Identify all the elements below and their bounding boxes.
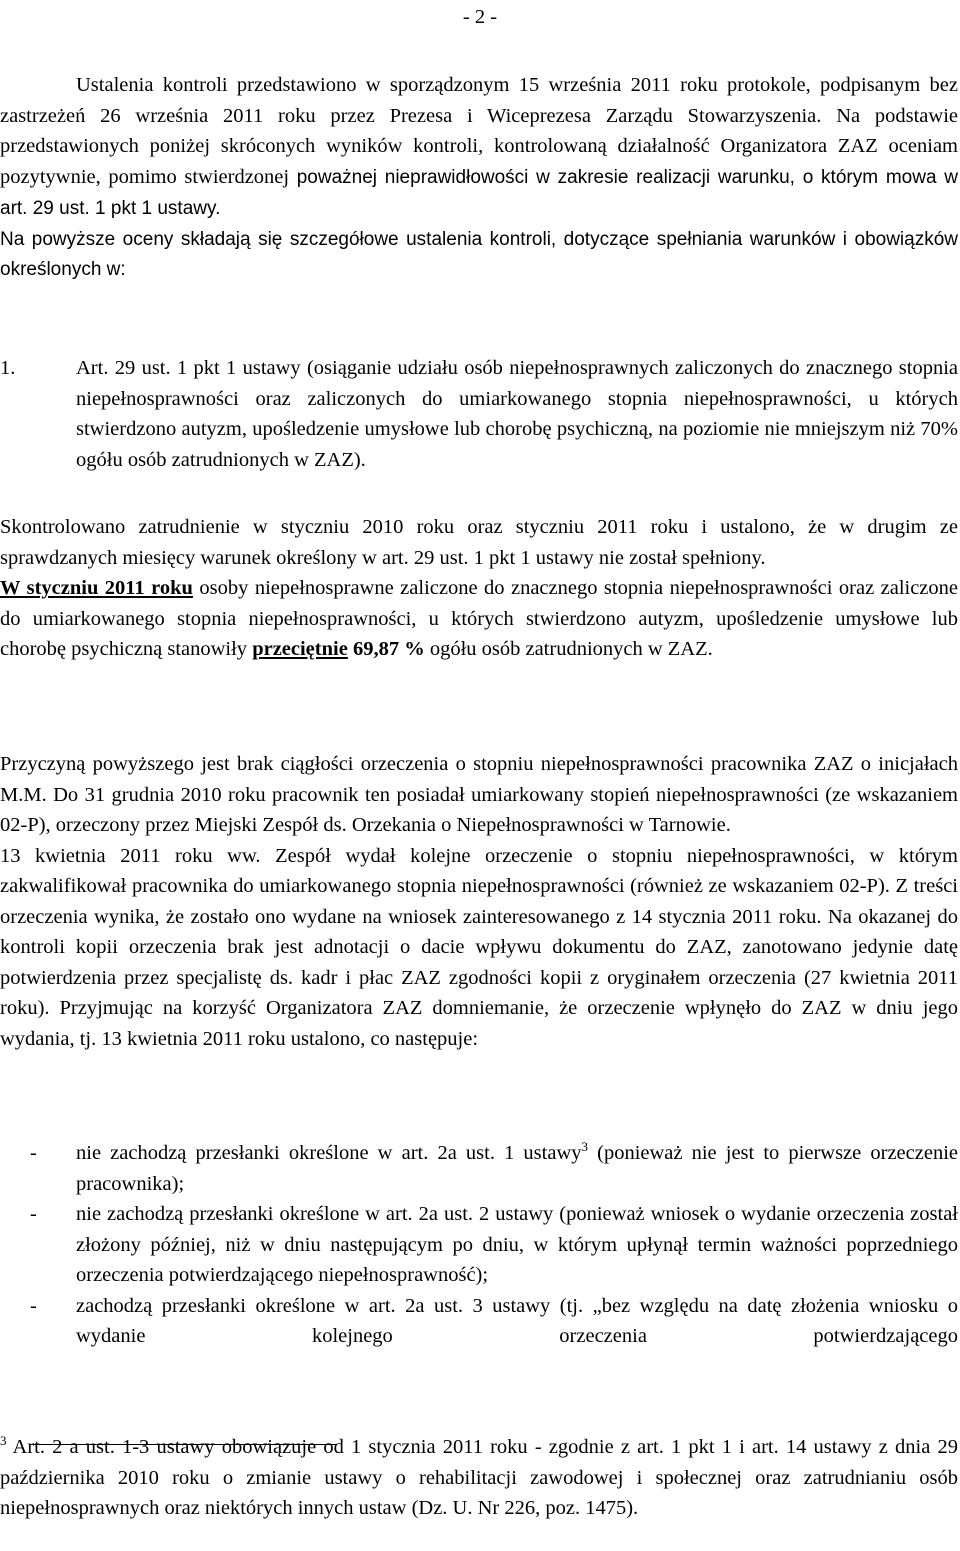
intro-paragraph: [0, 70, 958, 225]
paragraph-kwiecien: 13 kwietnia 2011 roku ww. Zespół wydał kolejne orzeczenie o stopniu niepełnosprawności, w którym zakwalifikował pracownika do umiarkowanego stopnia niepełnosprawności (również ze wskazaniem 02-P). Z treści orzeczenia wynika, że zostało ono wydane na wniosek zainteresowanego z 14 stycznia 2011 roku. Na okazanej do kontroli kopii orzeczenia brak jest adnotacji o dacie wpływu dokumentu do ZAZ, zanotowano jedynie datę potwierdzenia przez specjalistę ds. kadr i płac ZAZ zgodności kopii z oryginałem orzeczenia (27 kwietnia 2011 roku). Przyjmując na korzyść Organizatora ZAZ domniemanie, że orzeczenie wpłynęło do ZAZ w dniu jego wydania, tj. 13 kwietnia 2011 roku ustalono, co następuje:: [0, 844, 958, 1050]
intro-section: [0, 70, 958, 286]
page-number: - 2 -: [462, 6, 498, 28]
styczen-heading: W styczniu 2011 roku: [0, 577, 193, 599]
dash-list: [0, 1138, 958, 1352]
body-section: [0, 512, 958, 665]
styczen-text-end: ogółu osób zatrudnionych w ZAZ.: [424, 638, 713, 660]
dash-text: zachodzą przesłanki określone w art. 2a ust. 3 ustawy (tj. „bez względu na datę złożenia wniosku o wydanie kolejnego orzeczenia potwierdzającego: [76, 1294, 958, 1347]
dash-text: [76, 1138, 958, 1199]
dash-bullet: -: [30, 1203, 37, 1225]
przecietnie-label: przeciętnie: [252, 638, 348, 660]
footnote-ref: 3: [581, 1139, 589, 1155]
item-text: Art. 29 ust. 1 pkt 1 ustawy (osiąganie udziału osób niepełnosprawnych zaliczonych do znacznego stopnia niepełnosprawności oraz zaliczonych do umiarkowanego stopnia niepełnosprawności, u których stwierdzono autyzm, upośledzenie umysłowe lub chorobę psychiczną, na poziomie nie mniejszym niż 70% ogółu osób zatrudnionych w ZAZ).: [76, 357, 958, 471]
intro-paragraph-2: Na powyższe oceny składają się szczegółowe ustalenia kontroli, dotyczące spełniania warunków i obowiązków określonych w:: [0, 228, 958, 280]
numbered-item-1: [0, 353, 958, 475]
przyczyna-section: [0, 749, 958, 1054]
paragraph-przyczyna: Przyczyną powyższego jest brak ciągłości orzeczenia o stopniu niepełnosprawności pracownika ZAZ o inicjałach M.M. Do 31 grudnia 2010 roku pracownik ten posiadał umiarkowany stopień niepełnosprawności (ze wskazaniem 02-P), orzeczony przez Miejski Zespół ds. Orzekania o Niepełnosprawności w Tarnowie.: [0, 753, 958, 836]
styczen-text: osoby niepełnosprawne zaliczone do znacznego stopnia niepełnosprawności oraz zaliczone do umiarkowanego stopnia niepełnosprawności, u których stwierdzono autyzm, upośledzenie umysłowe lub chorobę psychiczną stanowiły: [0, 577, 959, 660]
intro-text: Ustalenia kontroli przedstawiono w sporządzonym 15 września 2011 roku protokole, podpisanym bez zastrzeżeń 26 września 2011 roku przez Prezesa i Wiceprezesa Zarządu Stowarzyszenia. Na podstawie przedstawionych poniżej skróconych wyników kontroli, kontrolowaną działalność Organizatora ZAZ oceniam pozytywnie, pomimo stwierdzonej: [0, 74, 958, 188]
list-item: [0, 353, 958, 475]
dash-bullet: -: [30, 1294, 37, 1317]
footnote-section: [0, 1432, 958, 1524]
dash-text-part: nie zachodzą przesłanki określone w art. 2a ust. 1 ustawy: [76, 1142, 582, 1164]
footnote: [0, 1432, 958, 1524]
dash-list-item: [0, 1199, 958, 1291]
footnote-mark: 3: [0, 1433, 7, 1449]
dash-bullet: -: [30, 1142, 37, 1164]
item-number: 1.: [0, 357, 16, 379]
percent-value: 69,87 %: [352, 638, 425, 660]
dash-text-part: (ponieważ nie jest to pierwsze orzeczenie pracownika);: [76, 1142, 958, 1195]
paragraph-skontrolowano: Skontrolowano zatrudnienie w styczniu 2010 roku oraz styczniu 2011 roku i ustalono, że w drugim ze sprawdzanych miesięcy warunek określony w art. 29 ust. 1 pkt 1 ustawy nie został spełniony.: [0, 516, 958, 569]
dash-text: nie zachodzą przesłanki określone w art. 2a ust. 2 ustawy (ponieważ wniosek o wydanie orzeczenia został złożony później, niż w dniu następującym po dniu, w którym upłynął termin ważności poprzedniego orzeczenia potwierdzającego niepełnosprawność);: [76, 1203, 958, 1286]
intro-text-sans: poważnej nieprawidłowości w zakresie realizacji warunku, o którym mowa w art. 29 ust. 1 pkt 1 ustawy.: [0, 166, 959, 219]
dash-list-item: [0, 1138, 958, 1199]
dash-list-item: [0, 1291, 958, 1352]
footnote-text: Art. 2 a ust. 1-3 ustawy obowiązuje od 1 stycznia 2011 roku - zgodnie z art. 1 pkt 1 i art. 14 ustawy z dnia 29 października 2010 roku o zmianie ustawy o rehabilitacji zawodowej i społecznej oraz zatrudnianiu osób niepełnosprawnych oraz niektórych innych ustaw (Dz. U. Nr 226, poz. 1475).: [0, 1436, 958, 1519]
paragraph-styczen: [0, 573, 958, 665]
